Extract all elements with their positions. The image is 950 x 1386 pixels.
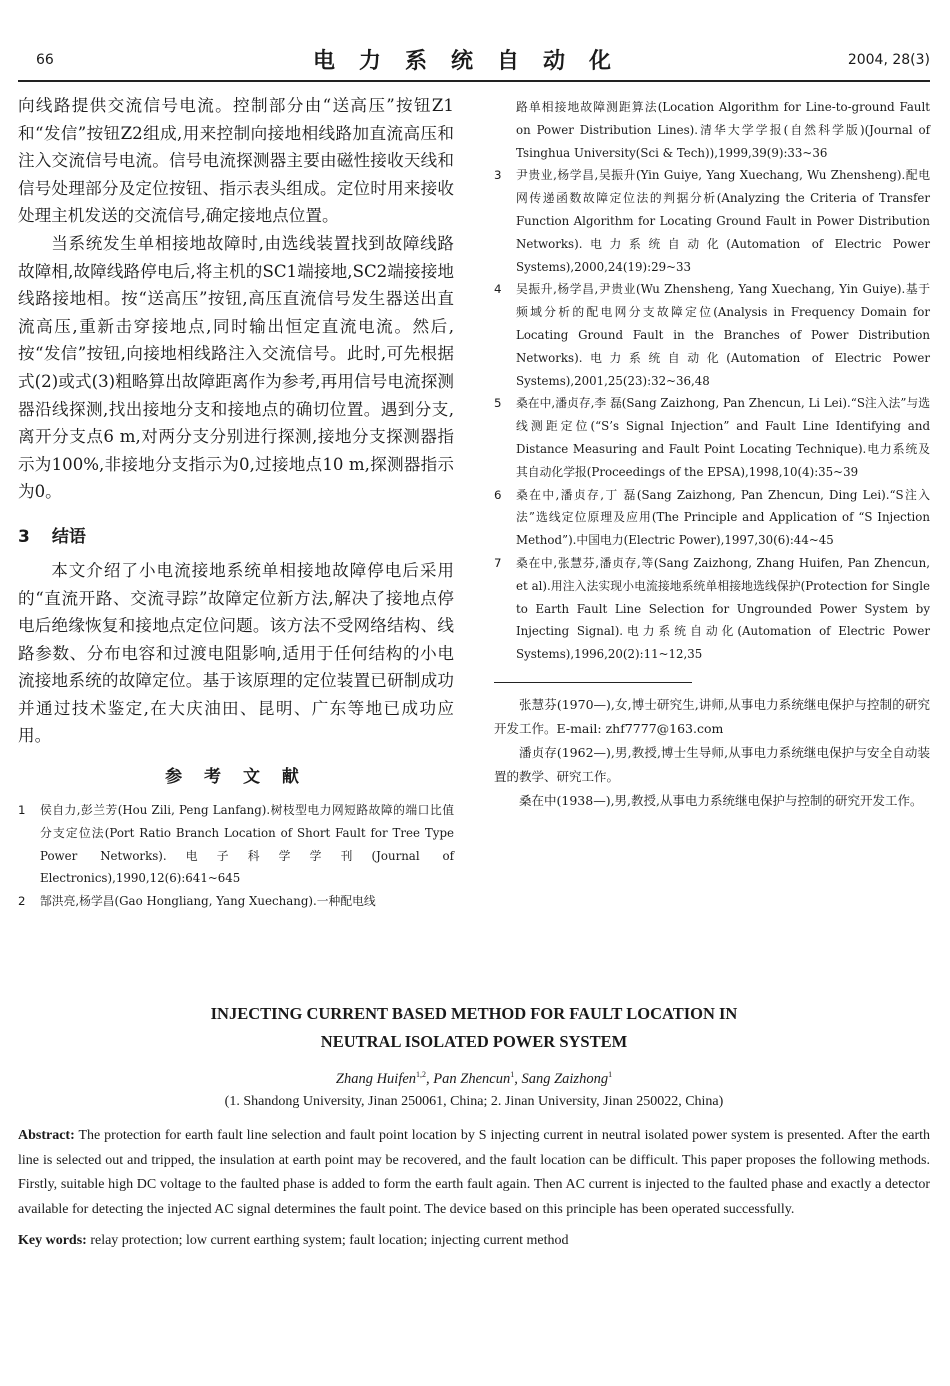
author-name: Pan Zhencun [433, 1070, 511, 1087]
author-name: Sang Zaizhong [521, 1070, 609, 1087]
left-column [18, 92, 454, 913]
author-bio: 潘贞存(1962—),男,教授,博士生导师,从事电力系统继电保护与安全自动装置的教学、研究工作。 [494, 744, 930, 784]
header-rule [18, 80, 930, 82]
reference-text: 桑在中,张慧芬,潘贞存,等(Sang Zaizhong, Zhang Huifen, Pan Zhencun, et al).用注入法实现小电流接地系统单相接地选线保护(Protection for Single to Earth Fault Line Selection for Ungrounded Power System by Injecting Signal).电力系统自动化(Automation of Electric Power Systems),1996,20(2):11~12,35 [516, 555, 930, 662]
reference-text: 桑在中,潘贞存,李 磊(Sang Zaizhong, Pan Zhencun, Li Lei).“S注入法”与选线测距定位(“S’s Signal Injection” and Fault Line Identifying and Distance Measuring and Fault Point Locating Technique).电力系统及其自动化学报(Proceedings of the EPSA),1998,10(4):35~39 [516, 396, 930, 479]
reference-item [494, 484, 930, 552]
abstract-text: The protection for earth fault line selection and fault point location by S injecting current in neutral isolated power system is presented. After the earth line is selected out and tripped, the insulation at earth point may be recovered, and the fault location can be difficult. This paper proposes the following methods. Firstly, suitable high DC voltage to the faulted phase is added to form the earth fault again. Then AC current is injected to the faulted phase and exactly a detector available for detecting the injected AC signal determines the fault point. The device based on this principle has been operated successfully. [18, 1127, 931, 1218]
section-title: 结语 [51, 526, 86, 547]
author-bio: 张慧芬(1970—),女,博士研究生,讲师,从事电力系统继电保护与控制的研究开发工作。E-mail: zhf7777@163.com [494, 696, 930, 736]
reference-text: 尹贵业,杨学昌,吴振升(Yin Guiye, Yang Xuechang, Wu Zhensheng).配电网传递函数故障定位法的判据分析(Analyzing the Criteria of Transfer Function Algorithm for Locating Ground Fault in Power Distribution Networks).电力系统自动化(Automation of Electric Power Systems),2000,24(19):29~33 [516, 168, 930, 274]
reference-item [18, 799, 454, 890]
page-header [18, 44, 930, 74]
reference-text: 侯自力,彭兰芳(Hou Zili, Peng Lanfang).树枝型电力网短路故障的端口比值分支定位法(Port Ratio Branch Location of Short Fault for Tree Type Power Networks).电子科学学刊(Journal of Electronics),1990,12(6):641~645 [40, 803, 454, 886]
english-authors: Zhang Huifen$^{1,2}$, Pan Zhencun$^1$, Sang Zaizhong$^1$ [335, 1070, 613, 1087]
author-affil-mark: 1 [510, 1070, 515, 1079]
section-number: 3 [18, 526, 30, 547]
reference-item [494, 278, 930, 392]
reference-number: 4 [494, 282, 502, 297]
page-number: 66 [36, 52, 54, 68]
reference-number: 6 [494, 487, 502, 502]
conclusion-paragraph: 本文介绍了小电流接地系统单相接地故障停电后采用的“直流开路、交流寻踪”故障定位新方法,解决了接地点停电后绝缘恢复和接地点定位问题。该方法不受网络结构、线路参数、分布电容和过渡电阻影响,适用于任何结构的小电流接地系统的故障定位。基于该原理的定位装置已研制成功并通过技术鉴定,在大庆油田、昆明、广东等地已成功应用。 [18, 560, 454, 746]
english-title-line2: NEUTRAL ISOLATED POWER SYSTEM [320, 1032, 628, 1051]
english-keywords [18, 1233, 930, 1249]
author-name: Zhang Huifen [335, 1070, 417, 1087]
reference-number: 3 [494, 168, 502, 183]
english-abstract [18, 1124, 930, 1223]
author-affil-mark: 1 [608, 1070, 613, 1079]
reference-item [494, 164, 930, 278]
author-affil-mark: 1,2 [416, 1070, 427, 1079]
english-affiliations: (1. Shandong University, Jinan 250061, China; 2. Jinan University, Jinan 250022, China) [224, 1093, 724, 1109]
reference-item-continued [494, 96, 930, 164]
reference-number: 5 [494, 396, 502, 411]
author-bio: 桑在中(1938—),男,教授,从事电力系统继电保护与控制的研究开发工作。 [519, 792, 923, 808]
body-paragraph: 向线路提供交流信号电流。控制部分由“送高压”按钮Z1和“发信”按钮Z2组成,用来控制向接地相线路加直流高压和注入交流信号电流。信号电流探测器主要由磁性接收天线和信号处理部分及定位按钮、指示表头组成。定位时用来接收处理主机发送的交流信号,确定接地点位置。 [18, 96, 454, 226]
issue-info: 2004, 28(3) [847, 52, 930, 68]
keywords-label: Key words: [18, 1233, 87, 1249]
keywords-text: relay protection; low current earthing system; fault location; injecting current method [90, 1233, 569, 1249]
reference-text: 路单相接地故障测距算法(Location Algorithm for Line-to-ground Fault on Power Distribution Lines).清华大学学报(自然科学版)(Journal of Tsinghua University(Sci & Tech)),1999,39(9):33~36 [516, 100, 930, 160]
section-heading [18, 522, 454, 547]
reference-item [494, 552, 930, 666]
reference-item [18, 890, 454, 913]
body-paragraph: 当系统发生单相接地故障时,由选线装置找到故障线路故障相,故障线路停电后,将主机的SC1端接地,SC2端接接地线路接地相。按“送高压”按钮,高压直流信号发生器送出直流高压,重新击穿接地点,同时输出恒定直流电流。然后,按“发信”按钮,向接地相线路注入交流信号。此时,可先根据式(2)或式(3)粗略算出故障距离作为参考,再用信号电流探测器沿线探测,找出接地分支和接地点的确切位置。遇到分支,离开分支点6 m,对两分支分别进行探测,接地分支探测器指示为100%,非接地分支指示为0,过接地点10 m,探测器指示为0。 [18, 233, 454, 502]
references-heading: 参 考 文 献 [165, 767, 307, 788]
journal-name: 电力系统自动化 [312, 48, 635, 74]
reference-text: 桑在中,潘贞存,丁 磊(Sang Zaizhong, Pan Zhencun, Ding Lei).“S注入法”选线定位原理及应用(The Principle and Application of “S Injection Method”).中国电力(Electric Power),1997,30(6):44~45 [516, 487, 930, 548]
english-abstract-block [18, 1000, 930, 1249]
reference-text: 郜洪亮,杨学昌(Gao Hongliang, Yang Xuechang).一种配电线 [40, 894, 376, 909]
reference-number: 2 [18, 894, 26, 909]
english-title-line1: INJECTING CURRENT BASED METHOD FOR FAULT LOCATION IN [210, 1004, 738, 1023]
reference-item [494, 392, 930, 483]
right-column [494, 96, 930, 813]
reference-number: 7 [494, 555, 502, 570]
reference-number: 1 [18, 803, 26, 818]
bio-divider [494, 682, 692, 683]
abstract-label: Abstract: [18, 1127, 75, 1143]
reference-text: 吴振升,杨学昌,尹贵业(Wu Zhensheng, Yang Xuechang, Yin Guiye).基于频域分析的配电网分支故障定位(Analysis in Frequency Domain for Locating Ground Fault in the Branches of Power Distribution Networks).电力系统自动化(Automation of Electric Power Systems),2001,25(23):32~36,48 [516, 282, 930, 388]
